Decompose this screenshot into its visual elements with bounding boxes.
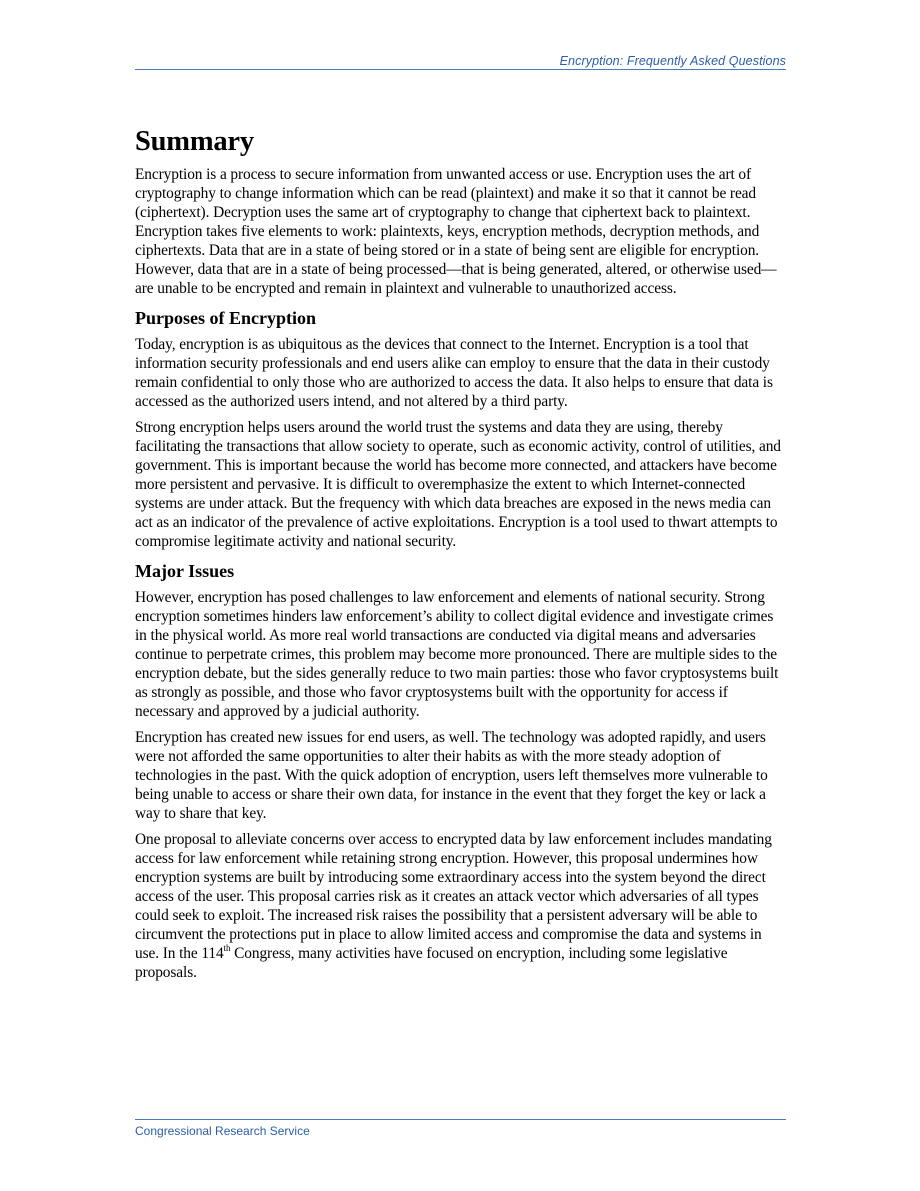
page-title: Summary	[135, 126, 254, 157]
section-heading: Purposes of Encryption	[135, 308, 317, 328]
section-paragraph: Encryption has created new issues for end users, as well. The technology was adopted rapidly, and users were not afforded the same opportunities to alter their habits as with the more steady adoption of technologies in the past. With the quick adoption of encryption, users left themselves more vulnerable to being unable to access or share their own data, for instance in the event that they forget the key or lack a way to share that key.	[135, 729, 768, 822]
page-footer	[135, 1119, 786, 1139]
section-paragraph: However, encryption has posed challenges to law enforcement and elements of national security. Strong encryption sometimes hinders law enforcement’s ability to collect digital evidence and investigate crimes in the physical world. As more real world transactions are conducted via digital means and adversaries continue to perpetrate crimes, this problem may become more pronounced. There are multiple sides to the encryption debate, but the sides generally reduce to two main parties: those who favor cryptosystems built as strongly as possible, and those who favor cryptosystems built with the opportunity for access if necessary and approved by a judicial authority.	[135, 589, 779, 720]
running-header	[135, 54, 786, 70]
intro-paragraph: Encryption is a process to secure information from unwanted access or use. Encryption uses the art of cryptography to change information which can be read (plaintext) and make it so that it cannot be read (ciphertext). Decryption uses the same art of cryptography to change that ciphertext back to plaintext. Encryption takes five elements to work: plaintexts, keys, encryption methods, decryption methods, and ciphertexts. Data that are in a state of being stored or in a state of being sent are eligible for encryption. However, data that are in a state of being processed—that is being generated, altered, or otherwise used—are unable to be encrypted and remain in plaintext and vulnerable to unauthorized access.	[135, 166, 777, 297]
section-paragraph: Strong encryption helps users around the world trust the systems and data they are using, thereby facilitating the transactions that allow society to operate, such as economic activity, control of utilities, and government. This is important because the world has become more connected, and attackers have become more persistent and pervasive. It is difficult to overemphasize the extent to which Internet-connected systems are under attack. But the frequency with which data breaches are exposed in the news media can act as an indicator of the prevalence of active exploitations. Encryption is a tool used to thwart attempts to compromise legitimate activity and national security.	[135, 419, 781, 550]
paragraph-text: Congress, many activities have focused on encryption, including some legislative proposals.	[135, 945, 728, 981]
paragraph-text: One proposal to alleviate concerns over access to encrypted data by law enforcement includes mandating access for law enforcement while retaining strong encryption. However, this proposal undermines how encryption systems are built by introducing some extraordinary access into the system beyond the direct access of the user. This proposal carries risk as it creates an attack vector which adversaries of all types could seek to exploit. The increased risk raises the possibility that a persistent adversary will be able to circumvent the protections put in place to allow limited access and compromise the data and systems in use. In the 114	[135, 831, 772, 962]
section-paragraph	[135, 830, 787, 982]
section-paragraph: Today, encryption is as ubiquitous as the devices that connect to the Internet. Encryption is a tool that information security professionals and end users alike can employ to ensure that the data in their custody remain confidential to only those who are authorized to access the data. It also helps to ensure that data is accessed as the authorized users intend, and not altered by a third party.	[135, 336, 773, 410]
section-major-issues	[135, 560, 787, 982]
footer-organization: Congressional Research Service	[135, 1124, 310, 1138]
section-purposes-of-encryption	[135, 307, 787, 551]
section-heading: Major Issues	[135, 561, 235, 581]
running-header-title: Encryption: Frequently Asked Questions	[559, 54, 786, 68]
page-body	[135, 124, 787, 989]
ordinal-superscript: th	[223, 942, 231, 953]
